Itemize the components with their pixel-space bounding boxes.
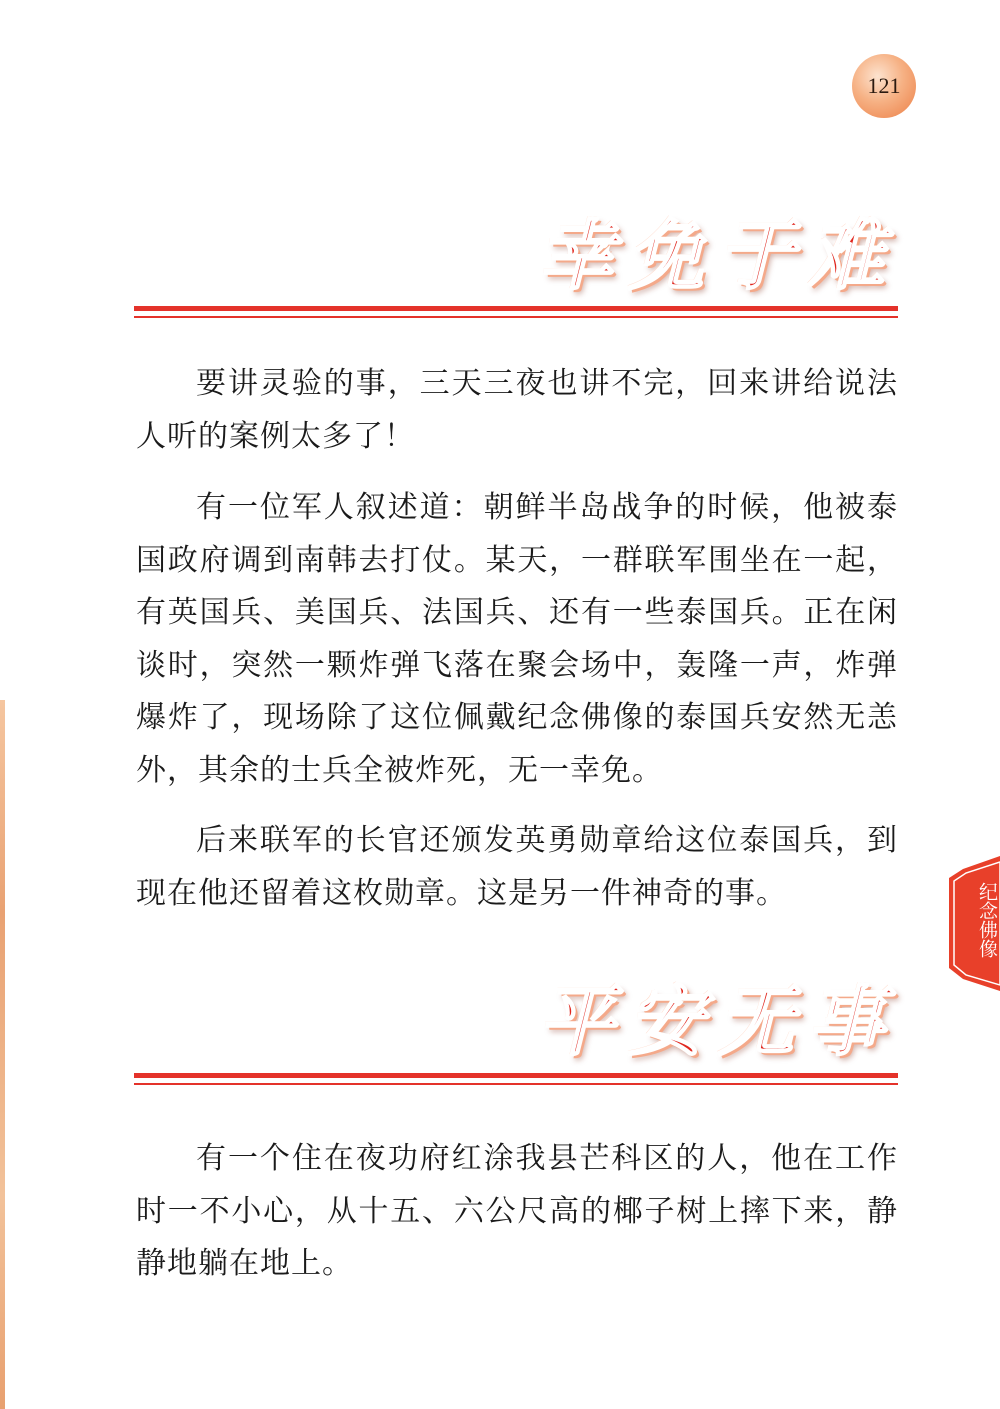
left-edge-decoration — [0, 700, 5, 1409]
paragraph-1-3: 后来联军的长官还颁发英勇勋章给这位泰国兵，到现在他还留着这枚勋章。这是另一件神奇的事。 — [136, 823, 898, 911]
rule-thick-line — [134, 306, 898, 311]
rule-thick-line — [134, 1073, 898, 1078]
rule-thin-line — [134, 1083, 898, 1085]
section-title-1: 幸免于难 — [538, 211, 898, 300]
section-rule-1 — [134, 306, 898, 318]
section-rule-2 — [134, 1073, 898, 1085]
chapter-side-tab — [945, 852, 1000, 995]
page-number: 121 — [867, 73, 901, 98]
rule-thin-line — [134, 316, 898, 318]
paragraph-1-2: 有一位军人叙述道：朝鲜半岛战争的时候，他被泰国政府调到南韩去打仗。某天，一群联军围坐在一起，有英国兵、美国兵、法国兵、还有一些泰国兵。正在闲谈时，突然一颗炸弹飞落在聚会场中，轰隆一声，炸弹爆炸了，现场除了这位佩戴纪念佛像的泰国兵安然无恙外，其余的士兵全被炸死，无一幸免。 — [136, 490, 898, 788]
paragraph-2-1: 有一个住在夜功府红涂我县芒科区的人，他在工作时一不小心，从十五、六公尺高的椰子树上摔下来，静静地躺在地上。 — [136, 1141, 898, 1281]
side-tab-label: 纪念佛像 — [976, 882, 998, 958]
paragraph-1-1: 要讲灵验的事，三天三夜也讲不完，回来讲给说法人听的案例太多了！ — [136, 366, 898, 454]
page-number-badge — [852, 54, 916, 118]
section-title-2: 平安无事 — [538, 977, 898, 1066]
